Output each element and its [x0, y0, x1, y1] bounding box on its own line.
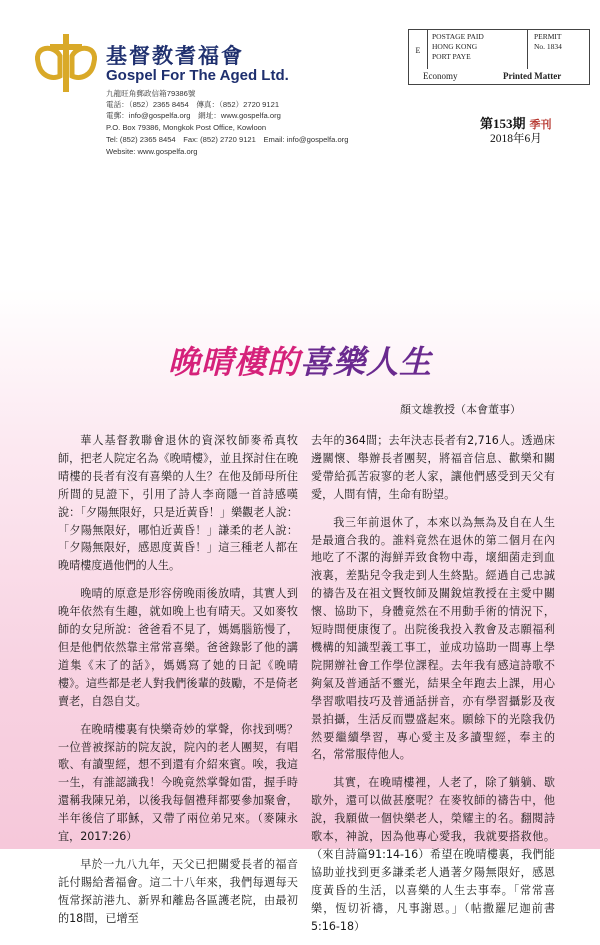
- paragraph: 去年的364間；去年決志長者有2,716人。透過床邊關懷、舉辦長者團契，將福音信息、歡樂和關愛帶給孤苦寂寥的老人家，讓他們感受到天父有愛，人間有情，生命有盼望。: [311, 434, 555, 501]
- permit-line: No. 1834: [534, 42, 562, 51]
- article-column-left: [58, 432, 298, 938]
- article-title: [0, 337, 600, 383]
- article-column-right: [311, 432, 555, 945]
- printed-matter-label: Printed Matter: [503, 71, 562, 81]
- postage-line: HONG KONG: [432, 42, 478, 51]
- org-name-en: Gospel For The Aged Ltd.: [106, 67, 289, 84]
- paragraph: 其實，在晚晴樓裡，人老了，除了躺躺、歇歇外，還可以做甚麼呢？在麥牧師的禱告中，他說，我願做一個快樂老人，榮耀主的名。翻閱詩歌本，神說，因為他專心愛我，我就要搭救他。（來自詩篇91:14-16）希望在晚晴樓裏，我們能協助並找到更多謙柔老人過著夕陽無限好，感恩度黃昏的生活，以喜樂的人生去事奉。「常常喜樂，恆切祈禱，凡事謝恩。」（帖撒羅尼迦前書5:16-18）: [311, 776, 555, 933]
- issue-date: 2018年6月: [490, 133, 542, 145]
- economy-row: [408, 69, 590, 85]
- paragraph: 晚晴的原意是形容傍晚雨後放晴，其實人到晚年依然有生趣，就如晚上也有晴天。又如麥牧師的女兒所說：爸爸看不見了，媽媽腦筋慢了，但是他們依然靠主常常喜樂。爸爸錄影了他的講道集《末了的話》，媽媽寫了她的日記《晚晴樓》。這些都是老人對我們後輩的鼓勵，不是倚老賣老，自怨自艾。: [58, 587, 298, 708]
- article-author: 顏文雄教授（本會董事）: [400, 403, 521, 416]
- postage-line: PORT PAYE: [432, 52, 471, 61]
- economy-label: Economy: [423, 71, 458, 81]
- postage-paid-block: [427, 30, 528, 70]
- paragraph: 華人基督教聯會退休的資深牧師麥希真牧師，把老人院定名為《晚晴樓》，並且探討住在晚晴樓的長者有沒有喜樂的人生？在他及師母所住所間的見證下，引用了詩人李商隱一首詩感嘆說：「夕陽無限好，只是近黃昏！」樂觀老人說：「夕陽無限好，哪怕近黃昏！」謙柔的老人說：「夕陽無限好，感恩度黃昏！」這三種老人都在晚晴樓度過他們的人生。: [58, 434, 298, 573]
- paragraph: 在晚晴樓裏有快樂奇妙的掌聲，你找到嗎？一位普被探訪的院友說，院內的老人團契，有唱歌、有讀聖經，想不到還有介紹來賓。唉，我這一生，有誰認識我！今晚竟然掌聲如雷，握手時還稱我陳兄弟，以後我每個禮拜都要參加聚會，半年後信了耶穌，又帶了兩位弟兄來。（麥陳永宜，2017:26）: [58, 722, 298, 844]
- address-line: Website: www.gospelfa.org: [106, 147, 198, 156]
- address-line: 電郵：info@gospelfa.org 網址：www.gospelfa.org: [106, 111, 281, 120]
- postage-box: [408, 29, 590, 71]
- permit-block: [529, 30, 589, 70]
- article-title-part1: 晚晴樓的: [167, 343, 300, 381]
- issue-type: 季刊: [529, 119, 552, 131]
- cross-logo-icon: [30, 32, 102, 94]
- paragraph: 我三年前退休了，本來以為無為及自在人生是最適合我的。誰料竟然在退休的第二個月在內地吃了不潔的海鮮弄致食物中毒，壞細菌走到血液裏，差點兒令我走到人生終點。經過自己忠誠的禱告及在祖文賢牧師及關銳煊教授在主愛中關懷、協助下，身體竟然在不用動手術的情況下，短時間便康復了。出院後我投入教會及志願福利機構的知識型義工事工，並成功協助一間專上學院開辦社會工作學位課程。去年我有感這詩歌不夠氣及普通話不靈光，結果全年跑去上課，用心學習歌唱技巧及普通話拼音，亦有學習攝影及夜景拍攝，生活反而豐盛起來。願餘下的光陰我仍然要繼續學習，專心愛主及多讀聖經，奉主的名，常常服侍他人。: [311, 515, 555, 762]
- article-title-part2: 喜樂人生: [300, 343, 433, 381]
- permit-line: PERMIT: [534, 32, 562, 41]
- address-line: 九龍旺角郵政信箱79386號: [106, 89, 196, 98]
- issue-number-text: 第153期: [480, 116, 526, 131]
- address-line: 電話：（852）2365 8454 傳真：（852）2720 9121: [106, 100, 280, 109]
- org-name-zh: 基督教耆福會: [106, 44, 244, 68]
- paragraph: 早於一九八九年，天父已把關愛長者的福音託付賜給耆福會。這二十八年來，我們每週每天恆常探訪港九、新界和離島各區護老院，由最初的18間，已增至: [58, 857, 298, 925]
- address-line: P.O. Box 79386, Mongkok Post Office, Kowloon: [106, 123, 267, 132]
- postage-line: POSTAGE PAID: [432, 32, 484, 41]
- address-line: Tel: (852) 2365 8454 Fax: (852) 2720 9121 Email: info@gospelfa.org: [106, 135, 349, 144]
- postage-e-label: E: [409, 30, 428, 70]
